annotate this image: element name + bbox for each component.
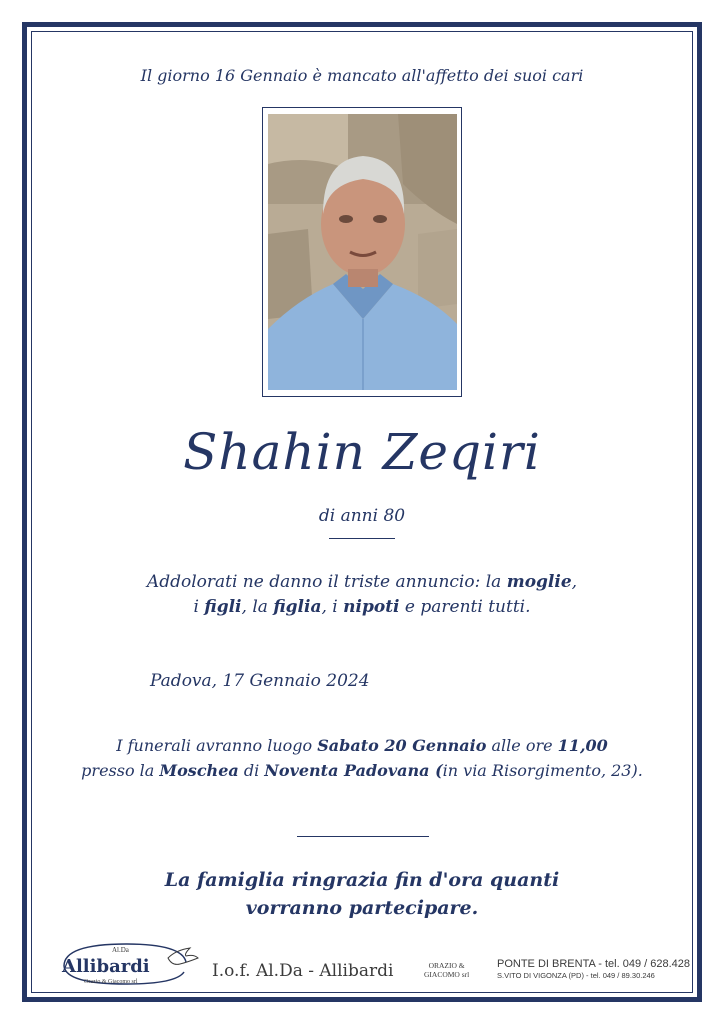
ann-text: ,: [571, 572, 578, 592]
ann-text: , la: [241, 597, 274, 617]
ann-bold: nipoti: [343, 597, 400, 617]
contact-line-1: PONTE DI BRENTA - tel. 049 / 628.428: [497, 958, 690, 970]
announcement-line-2: [0, 595, 724, 620]
fun-bold: Moschea: [159, 761, 239, 780]
divider-short: [329, 538, 395, 539]
ann-text: Addolorati ne danno il triste annuncio: la: [146, 572, 507, 592]
intro-text: Il giorno 16 Gennaio è mancato all'affetto dei suoi cari: [140, 66, 584, 85]
thanks-line-1: La famiglia ringrazia fin d'ora quanti: [164, 869, 560, 891]
contact-line-2: S.VITO DI VIGONZA (PD) - tel. 049 / 89.30.246: [497, 971, 655, 980]
ann-bold: figlia: [273, 597, 322, 617]
logo-main-text: Allibardi: [62, 956, 150, 977]
ann-text: e parenti tutti.: [399, 597, 531, 617]
logo-sub-text: Orazio & Giacomo srl: [84, 979, 138, 985]
funeral-line-2: [0, 758, 724, 783]
fun-text: in via Risorgimento, 23).: [442, 761, 643, 780]
firm-owners: [424, 961, 469, 979]
fun-text: presso la: [81, 761, 160, 780]
ann-text: , i: [321, 597, 344, 617]
owners-line-1: ORAZIO &: [428, 961, 465, 970]
firm-name: I.o.f. Al.Da - Allibardi: [212, 961, 394, 981]
ann-bold: figli: [204, 597, 242, 617]
divider-long: [297, 836, 429, 837]
announcement-line-1: [0, 570, 724, 595]
deceased-name: Shahin Zeqiri: [183, 423, 541, 481]
ann-bold: moglie: [506, 572, 572, 592]
fun-text: alle ore: [486, 736, 558, 755]
portrait-photo: [268, 114, 457, 390]
ann-text: i: [193, 597, 205, 617]
firm-contacts: [497, 958, 690, 980]
owners-line-2: GIACOMO srl: [424, 970, 470, 979]
place-date: Padova, 17 Gennaio 2024: [150, 671, 370, 691]
thanks-text: [0, 866, 724, 922]
announcement: [0, 570, 724, 620]
fun-text: I funerali avranno luogo: [116, 736, 318, 755]
age-text: di anni 80: [318, 506, 406, 526]
allibardi-logo: [56, 940, 202, 988]
portrait-frame: [262, 107, 462, 397]
thanks-line-2: vorranno partecipare.: [245, 897, 479, 919]
fun-bold: 11,00: [557, 736, 608, 755]
fun-bold: Sabato 20 Gennaio: [317, 736, 487, 755]
funeral-info: [0, 733, 724, 783]
fun-bold: Noventa Padovana (: [264, 761, 443, 780]
fun-text: di: [238, 761, 265, 780]
funeral-line-1: [0, 733, 724, 758]
logo-top-text: Al.Da: [112, 946, 129, 954]
